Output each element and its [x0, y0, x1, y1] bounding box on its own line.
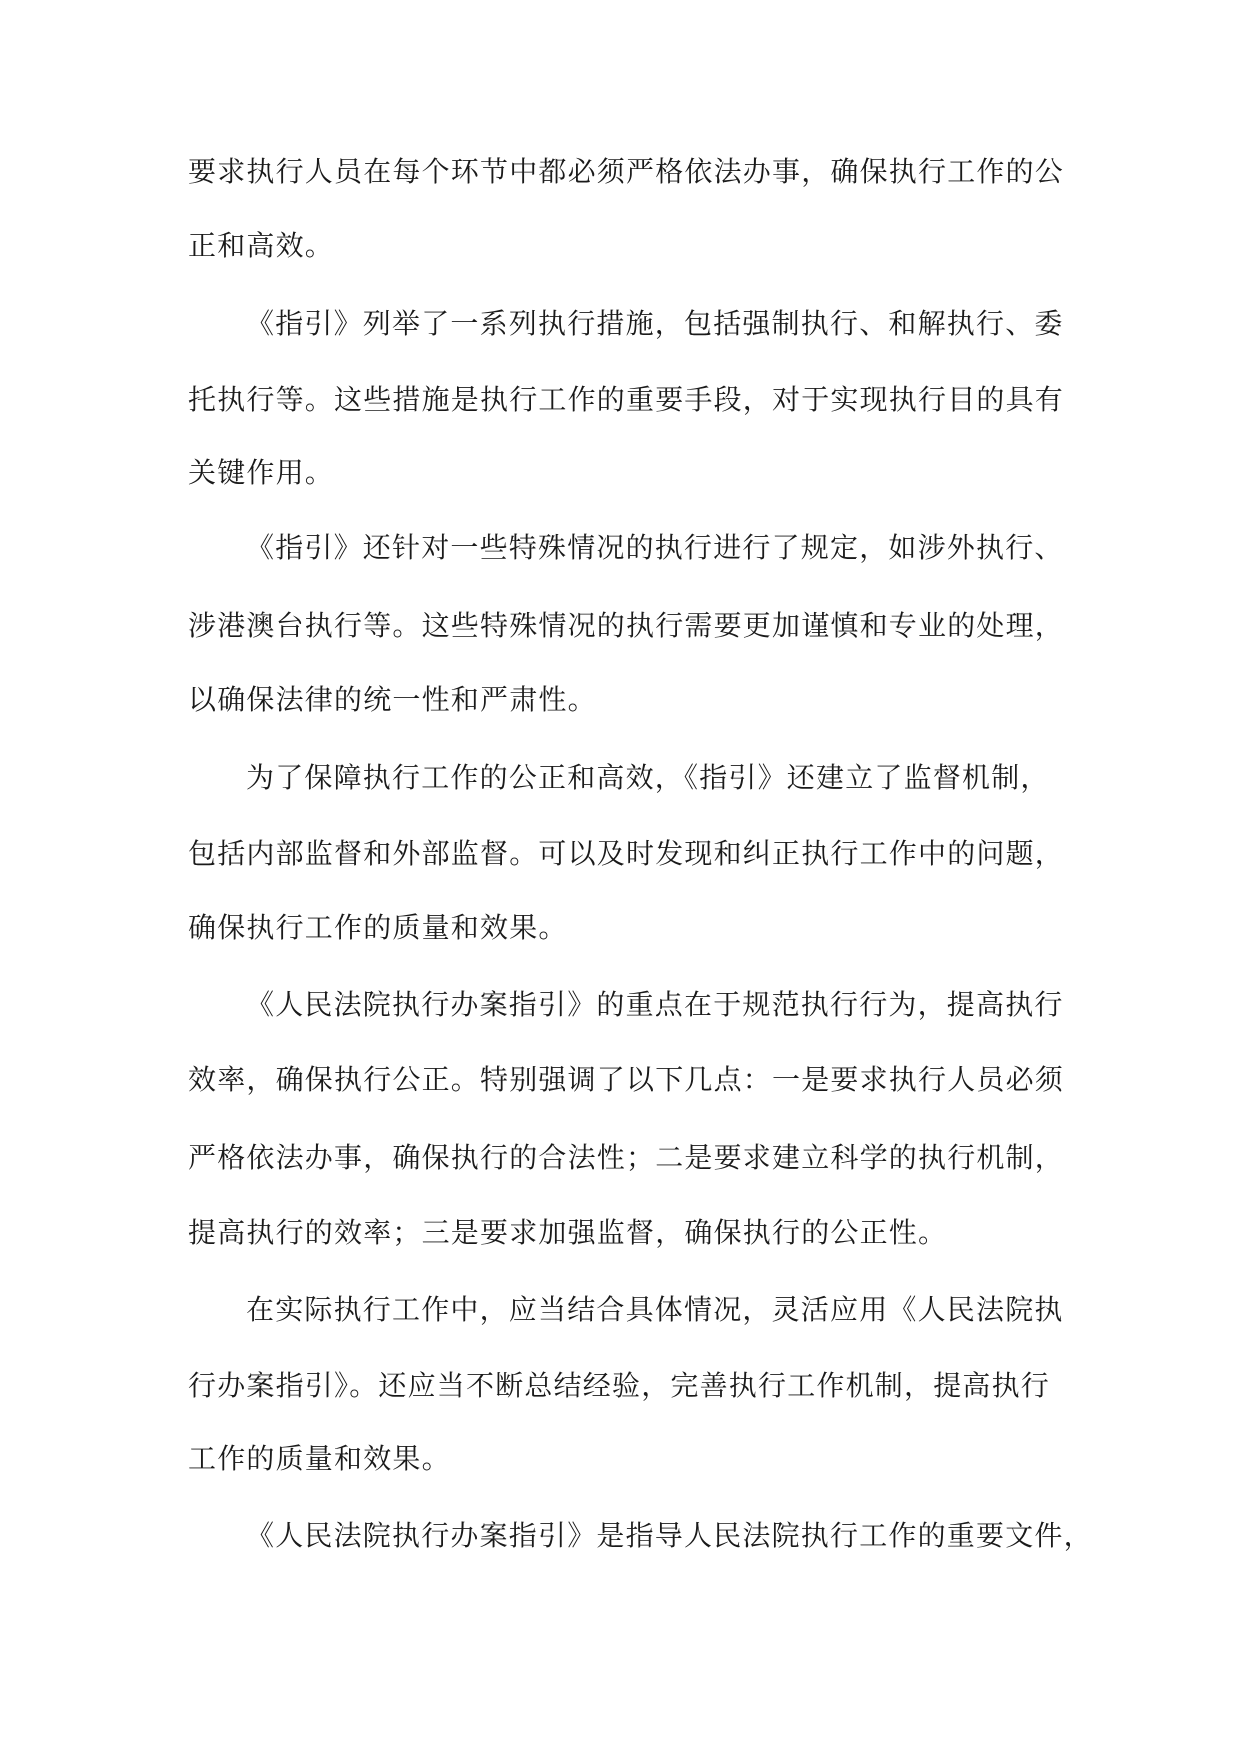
text-line: 确保执行工作的质量和效果。	[188, 911, 568, 944]
text-line: 关键作用。	[188, 456, 335, 489]
text-line: 包括内部监督和外部监督。可以及时发现和纠正执行工作中的问题，	[188, 837, 1065, 870]
text-line: 要求执行人员在每个环节中都必须严格依法办事，确保执行工作的公	[188, 155, 1065, 188]
text-line: 托执行等。这些措施是执行工作的重要手段，对于实现执行目的具有	[188, 383, 1065, 416]
text-line: 《人民法院执行办案指引》是指导人民法院执行工作的重要文件，	[246, 1519, 1093, 1552]
text-line: 以确保法律的统一性和严肃性。	[188, 683, 597, 716]
text-line: 正和高效。	[188, 229, 335, 262]
text-line: 在实际执行工作中，应当结合具体情况，灵活应用《人民法院执	[246, 1293, 1064, 1326]
text-line: 工作的质量和效果。	[188, 1442, 451, 1475]
text-line: 涉港澳台执行等。这些特殊情况的执行需要更加谨慎和专业的处理，	[188, 609, 1065, 642]
text-line: 为了保障执行工作的公正和高效，《指引》还建立了监督机制，	[246, 761, 1050, 794]
text-line: 《指引》还针对一些特殊情况的执行进行了规定，如涉外执行、	[246, 531, 1064, 564]
text-line: 效率，确保执行公正。特别强调了以下几点：一是要求执行人员必须	[188, 1063, 1065, 1096]
text-line: 《人民法院执行办案指引》的重点在于规范执行行为，提高执行	[246, 988, 1064, 1021]
text-line: 严格依法办事，确保执行的合法性；二是要求建立科学的执行机制，	[188, 1141, 1065, 1174]
text-line: 提高执行的效率；三是要求加强监督，确保执行的公正性。	[188, 1216, 948, 1249]
text-line: 《指引》列举了一系列执行措施，包括强制执行、和解执行、委	[246, 307, 1064, 340]
text-line: 行办案指引》。还应当不断总结经验，完善执行工作机制，提高执行	[188, 1369, 1051, 1402]
